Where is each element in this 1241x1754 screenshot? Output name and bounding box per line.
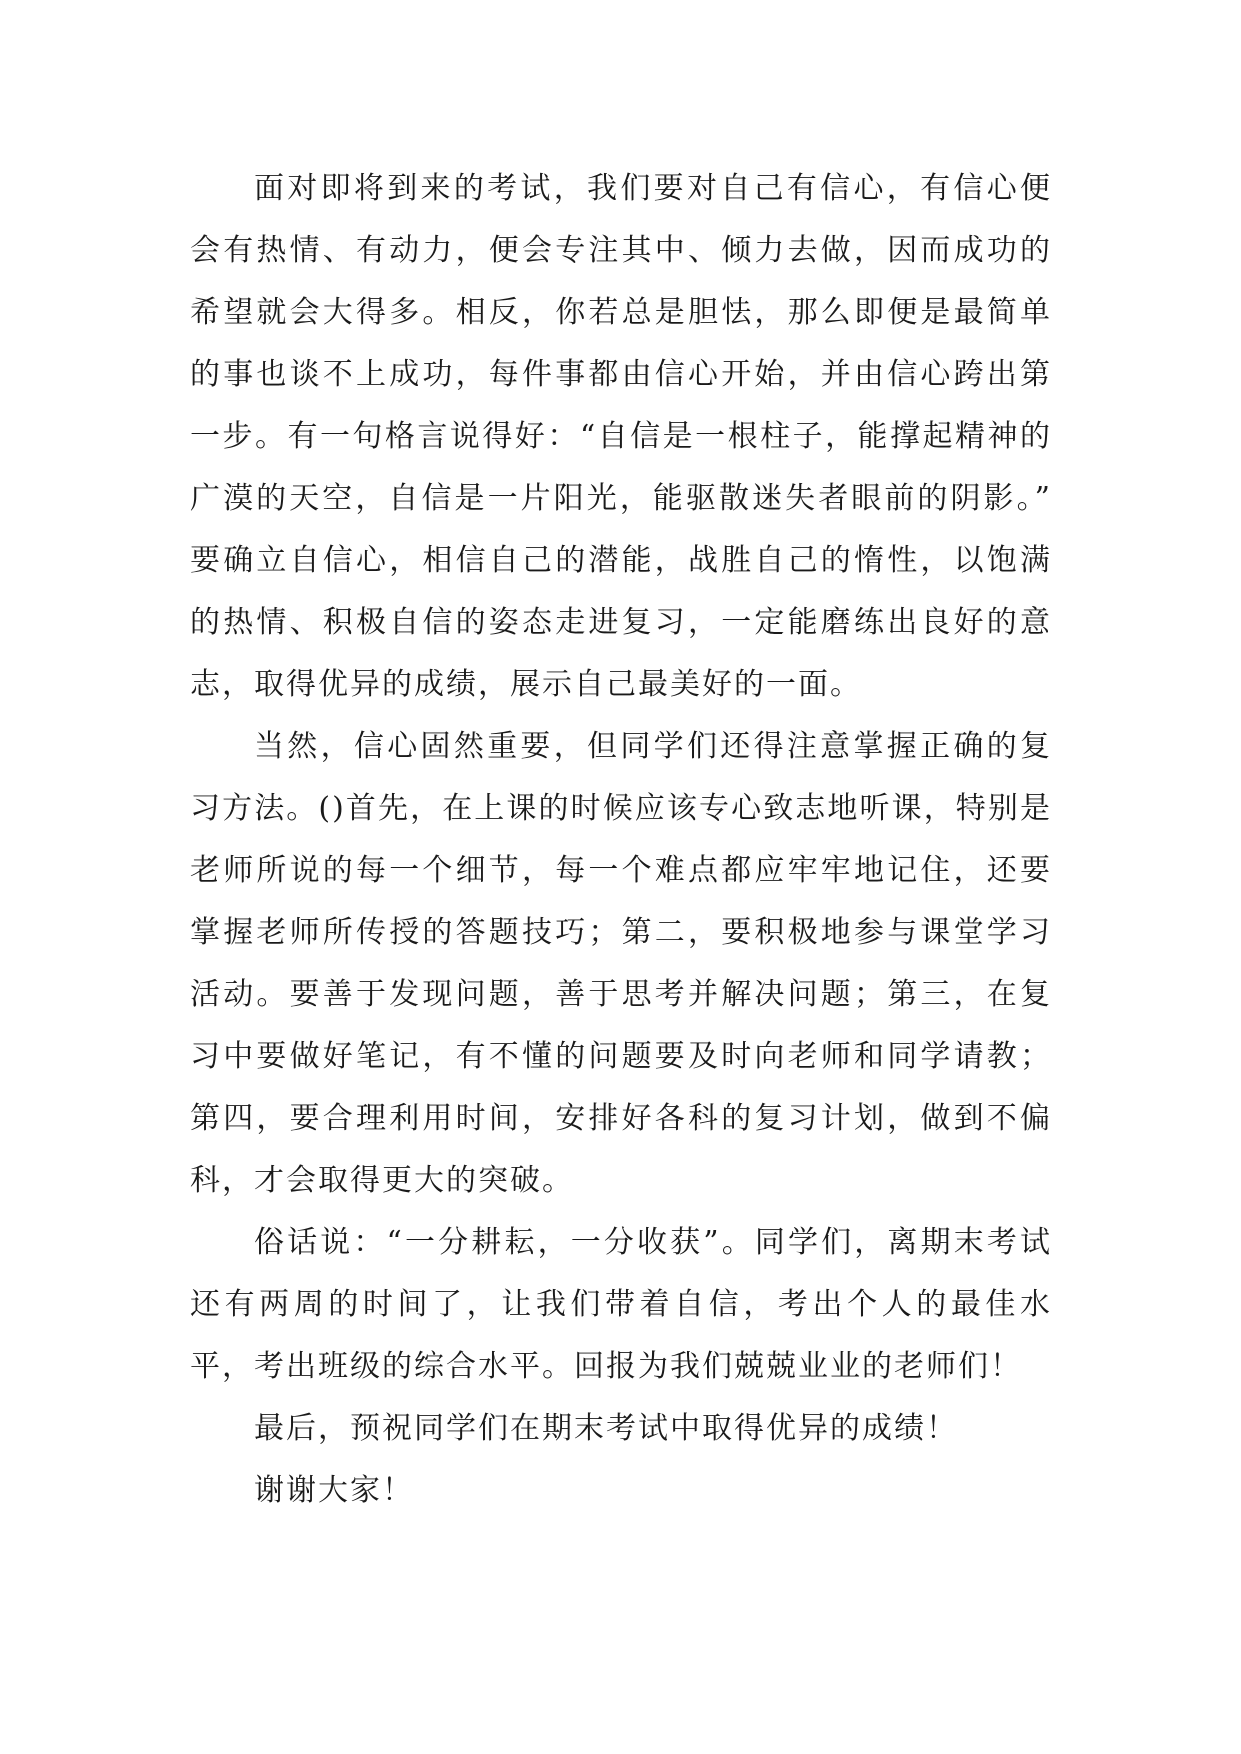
speech-body: [190, 158, 1052, 1522]
paragraph-confidence: 面对即将到来的考试，我们要对自己有信心，有信心便会有热情、有动力，便会专注其中、倾力去做，因而成功的希望就会大得多。相反，你若总是胆怯，那么即便是最简单的事也谈不上成功，每件事都由信心开始，并由信心跨出第一步。有一句格言说得好：“自信是一根柱子，能撑起精神的广漠的天空，自信是一片阳光，能驱散迷失者眼前的阴影。” 要确立自信心，相信自己的潜能，战胜自己的惰性，以饱满的热情、积极自信的姿态走进复习，一定能磨练出良好的意志，取得优异的成绩，展示自己最美好的一面。: [190, 171, 1052, 702]
paragraph-wishes: 最后，预祝同学们在期末考试中取得优异的成绩！: [254, 1411, 958, 1446]
paragraph-review-methods: 当然，信心固然重要，但同学们还得注意掌握正确的复习方法。()首先，在上课的时候应该专心致志地听课，特别是老师所说的每一个细节，每一个难点都应牢牢地记住，还要掌握老师所传授的答题技巧；第二，要积极地参与课堂学习活动。要善于发现问题，善于思考并解决问题；第三，在复习中要做好笔记，有不懂的问题要及时向老师和同学请教；第四，要合理利用时间，安排好各科的复习计划，做到不偏科，才会取得更大的突破。: [190, 729, 1052, 1198]
paragraph-proverb: 俗话说：“一分耕耘，一分收获”。同学们，离期末考试还有两周的时间了，让我们带着自信，考出个人的最佳水平，考出班级的综合水平。回报为我们兢兢业业的老师们！: [190, 1225, 1052, 1384]
paragraph-thanks: 谢谢大家！: [254, 1473, 414, 1508]
